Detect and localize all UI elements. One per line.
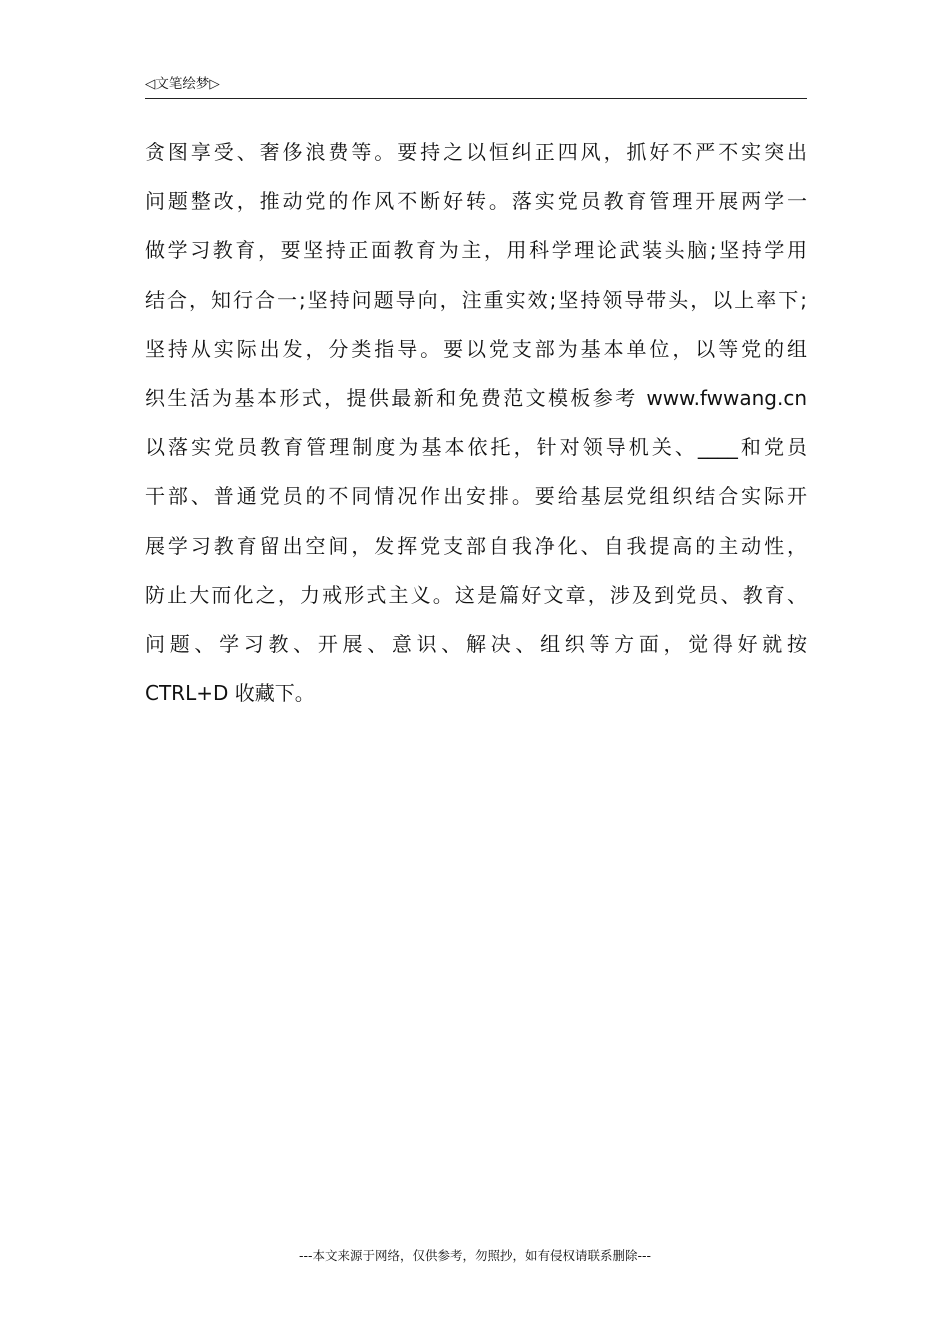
page-header — [145, 74, 807, 99]
body-line: 贪图享受、奢侈浪费等。要持之以恒纠正四风，抓好不严不实突出 — [145, 140, 807, 164]
body-line: 问题整改，推动党的作风不断好转。落实党员教育管理开展两学一 — [145, 189, 807, 214]
body-line: 展学习教育留出空间，发挥党支部自我净化、自我提高的主动性， — [145, 533, 807, 558]
body-line: 防止大而化之，力戒形式主义。这是篇好文章，涉及到党员、教育、 — [145, 582, 807, 607]
body-line: CTRL+D 收藏下。 — [145, 681, 315, 706]
body-line: 做学习教育，要坚持正面教育为主，用科学理论武装头脑;坚持学用 — [145, 238, 807, 263]
document-body — [145, 132, 807, 722]
page-footer: ---本文来源于网络，仅供参考，勿照抄，如有侵权请联系删除--- — [298, 1248, 652, 1263]
body-line: 以落实党员教育管理制度为基本依托，针对领导机关、____和党员 — [145, 435, 807, 460]
body-line: 结合，知行合一;坚持问题导向，注重实效;坚持领导带头，以上率下; — [145, 287, 807, 312]
body-line: 坚持从实际出发，分类指导。要以党支部为基本单位，以等党的组 — [145, 336, 807, 361]
header-title: ◁文笔绘梦▷ — [145, 76, 220, 92]
body-line: 织生活为基本形式，提供最新和免费范文模板参考 www.fwwang.cn — [145, 385, 807, 410]
body-line: 问题、学习教、开展、意识、解决、组织等方面，觉得好就按 — [145, 631, 807, 656]
body-line: 干部、普通党员的不同情况作出安排。要给基层党组织结合实际开 — [145, 484, 807, 509]
